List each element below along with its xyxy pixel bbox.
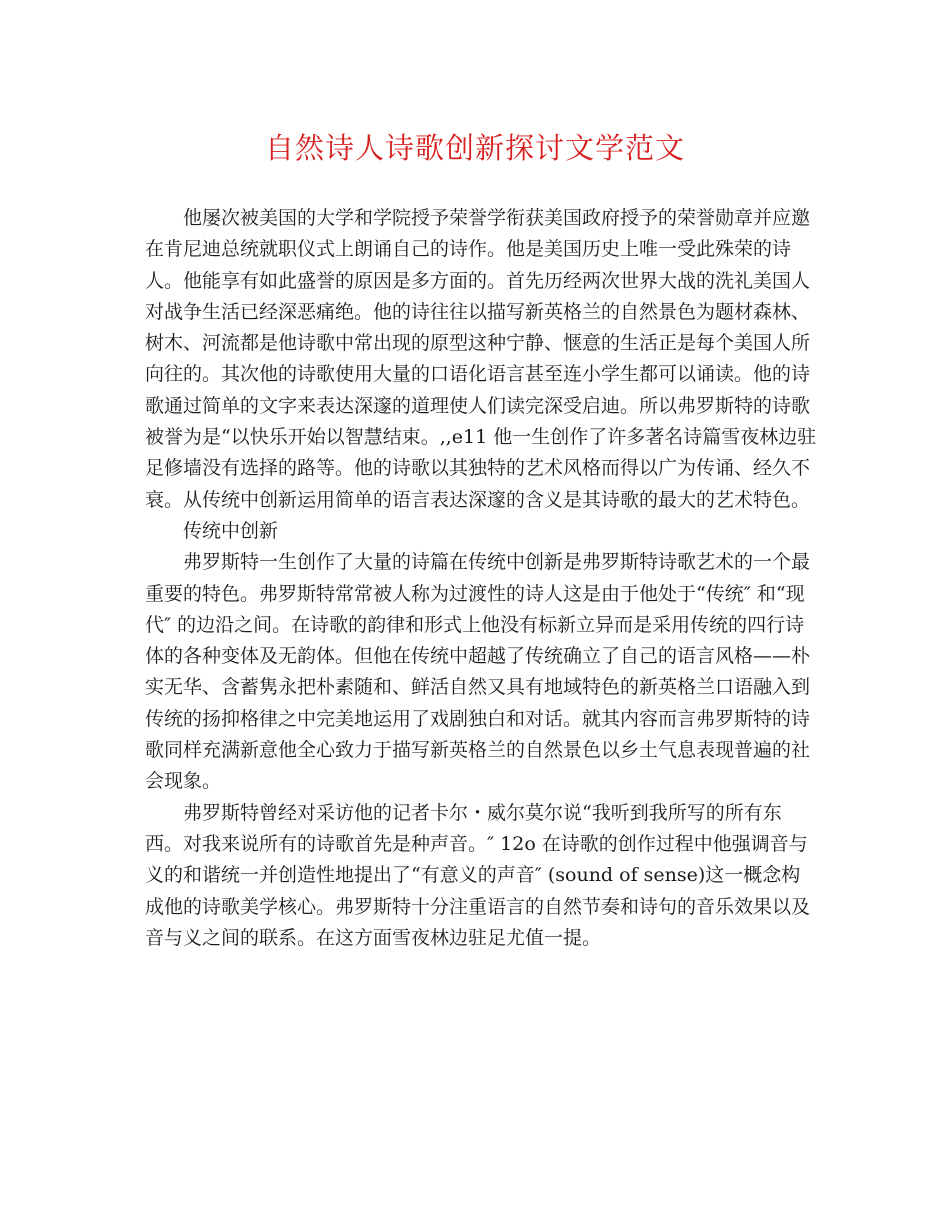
text-line: 传统中创新	[183, 519, 279, 542]
text-line: 传统的扬抑格律之中完美地运用了戏剧独白和对话。就其内容而言弗罗斯特的诗	[145, 707, 811, 730]
text-line: 他屡次被美国的大学和学院授予荣誉学衔获美国政府授予的荣誉勋章并应邀	[183, 207, 811, 229]
text-line: 人。他能享有如此盛誉的原因是多方面的。首先历经两次世界大战的洗礼美国人	[145, 269, 811, 292]
text-line: 衰。从传统中创新运用简单的语言表达深邃的含义是其诗歌的最大的艺术特色。	[145, 488, 811, 511]
text-line: 被誉为是“以快乐开始以智慧结束。,,e11 他一生创作了许多著名诗篇雪夜林边驻	[145, 426, 817, 449]
document-body	[145, 203, 817, 954]
text-line: 义的和谐统一并创造性地提出了“有意义的声音″ (sound of sense)这一概念构	[145, 864, 801, 887]
text-line: 歌通过简单的文字来表达深邃的道理使人们读完深受启迪。所以弗罗斯特的诗歌	[145, 394, 811, 417]
text-line: 弗罗斯特曾经对采访他的记者卡尔・威尔莫尔说“我听到我所写的所有东	[183, 801, 782, 824]
text-line: 成他的诗歌美学核心。弗罗斯特十分注重语言的自然节奏和诗句的音乐效果以及	[145, 895, 811, 918]
text-line: 歌同样充满新意他全心致力于描写新英格兰的自然景色以乡土气息表现普遍的社	[145, 739, 811, 762]
text-line: 对战争生活已经深恶痛绝。他的诗往往以描写新英格兰的自然景色为题材森林、	[145, 300, 811, 323]
text-line: 弗罗斯特一生创作了大量的诗篇在传统中创新是弗罗斯特诗歌艺术的一个最	[183, 551, 811, 574]
text-line: 向往的。其次他的诗歌使用大量的口语化语言甚至连小学生都可以诵读。他的诗	[145, 363, 811, 386]
text-line: 足修墙没有选择的路等。他的诗歌以其独特的艺术风格而得以广为传诵、经久不	[145, 457, 811, 480]
text-line: 西。对我来说所有的诗歌首先是种声音。″ 12o 在诗歌的创作过程中他强调音与	[145, 832, 808, 855]
text-line: 会现象。	[145, 770, 222, 793]
text-line: 体的各种变体及无韵体。但他在传统中超越了传统确立了自己的语言风格——朴	[145, 645, 811, 668]
document-title: 自然诗人诗歌创新探讨文学范文	[264, 131, 685, 165]
text-line: 代″ 的边沿之间。在诗歌的韵律和形式上他没有标新立异而是采用传统的四行诗	[145, 613, 805, 636]
text-line: 重要的特色。弗罗斯特常常被人称为过渡性的诗人这是由于他处于“传统″ 和“现	[145, 582, 805, 605]
text-line: 树木、河流都是他诗歌中常出现的原型这种宁静、惬意的生活正是每个美国人所	[145, 332, 811, 355]
text-line: 音与义之间的联系。在这方面雪夜林边驻足尤值一提。	[145, 926, 602, 949]
text-line: 实无华、含蓄隽永把朴素随和、鲜活自然又具有地域特色的新英格兰口语融入到	[145, 676, 811, 699]
text-line: 在肯尼迪总统就职仪式上朗诵自己的诗作。他是美国历史上唯一受此殊荣的诗	[145, 238, 792, 261]
